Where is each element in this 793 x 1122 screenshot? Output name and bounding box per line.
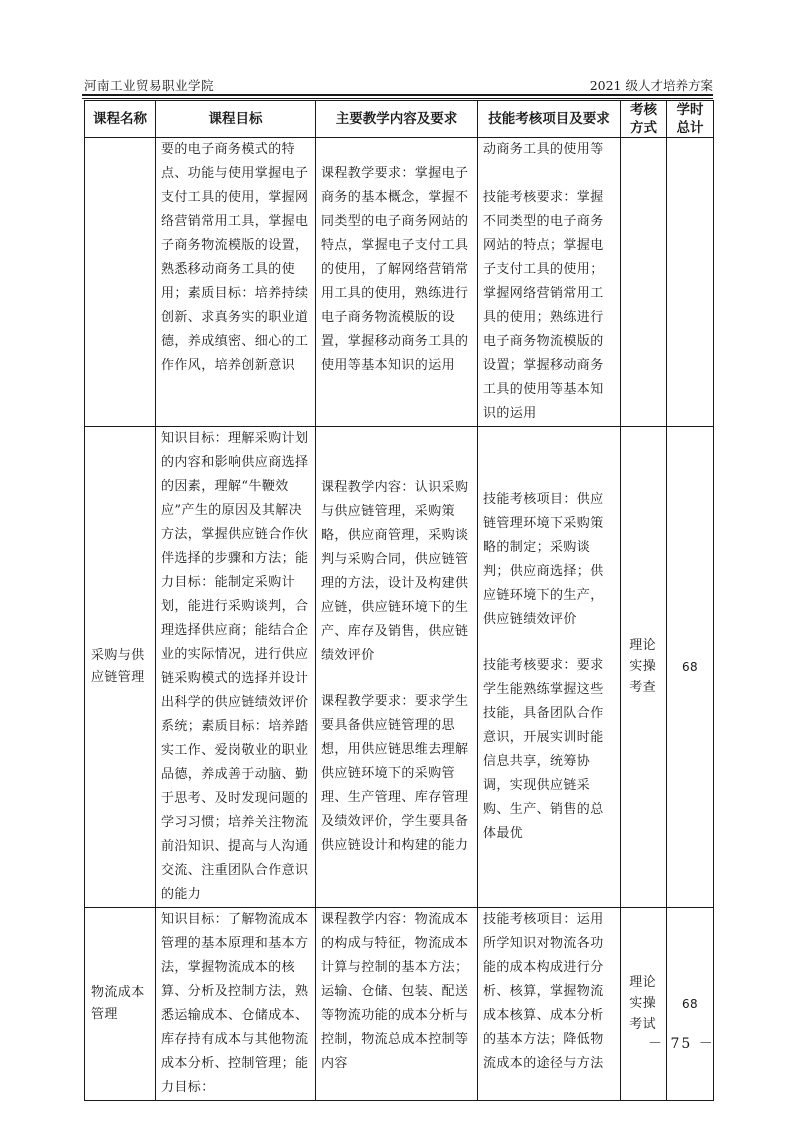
skill-items-text: 技能考核项目：供应链管理环境下采购策略的制定；采购谈判；供应商选择；供应链环境下的生产，供应链绩效评价 [483,492,604,627]
paragraph-gap [478,162,620,186]
objectives-text: 知识目标：理解采购计划的内容和影响供应商选择的因素，理解“牛鞭效应”产生的原因及其解决方法，掌握供应链合作伙伴选择的步骤和方法；能力目标：能制定采购计划，能进行采购谈判，合理选择供应商；能结合企业的实际情况，进行供应链采购模式的选择并设计出科学的供应链绩效评价系统；素质目标：培养踏实工作、爱岗敬业的职业品德，养成善于动脑、勤于思考、及时发现问题的学习习惯；培养关注物流前沿知识、提高与人沟通交流、注重团队合作意识的能力 [161,431,309,902]
skill-items-text: 技能考核项目：运用所学知识对物流各功能的成本构成进行分析、核算，掌握物流成本核算、成本分析的基本方法；降低物流成本的途径与方法 [483,912,604,1071]
skill-requirements-text: 技能考核要求：要求学生能熟练掌握这些技能，具备团队合作意识，开展实训时能信息共享，统筹协调，实现供应链采购、生产、销售的总体最优 [483,658,604,841]
method-cell [621,138,667,427]
content-cell [316,138,478,427]
course-table [84,100,714,1101]
paragraph-gap [316,668,477,690]
header-institution: 河南工业贸易职业学院 [84,78,215,93]
course-name-cell [85,427,156,908]
content-cell [316,908,478,1101]
objectives-text: 要的电子商务模式的特点、功能与使用掌握电子支付工具的使用，掌握网络营销常用工具，掌握电子商务物流模版的设置，熟悉移动商务工具的使用；素质目标：培养持续创新、求真务实的职业道德，养成缜密、细心的工作作风，培养创新意识 [161,142,309,373]
objectives-cell [156,908,316,1101]
content-text: 课程教学内容：认识采购与供应链管理，采购策略，供应商管理，采购谈判与采购合同，供应链管理的方法，设计及构建供应链，供应链环境下的生产、库存及销售，供应链绩效评价 [321,480,469,663]
method-cell [621,427,667,908]
course-name-cell [85,908,156,1101]
objectives-text: 知识目标：了解物流成本管理的基本原理和基本方法，掌握物流成本的核算、分析及控制方法，熟悉运输成本、仓储成本、库存持有成本与其他物流成本分析、控制管理；能力目标： [161,912,309,1095]
col-header-content: 主要教学内容及要求 [316,101,478,138]
course-name-text: 物流成本管理 [91,985,145,1022]
col-header-hours-text: 学时总计 [676,102,704,136]
course-name-text: 采购与供应链管理 [91,648,145,685]
method-text: 理论实操考试 [629,974,657,1032]
hours-cell: 68 [667,427,714,908]
skill-items-text: 动商务工具的使用等 [483,142,604,157]
header-doc-title: 2021 级人才培养方案 [589,78,713,93]
table-row [85,138,714,427]
content-cell [316,427,478,908]
header-rule-thin [82,98,713,99]
hours-cell: 68 [667,908,714,1101]
skills-cell [478,427,621,908]
table-header-row [85,101,714,138]
skill-requirements-text: 技能考核要求：掌握不同类型的电子商务网站的特点；掌握电子支付工具的使用；掌握网络营销常用工具的使用；熟练进行电子商务物流模版的设置；掌握移动商务工具的使用等基本知识的运用 [483,190,604,421]
col-header-course-name: 课程名称 [85,101,156,138]
col-header-skills: 技能考核项目及要求 [478,101,621,138]
table-row [85,908,714,1101]
course-name-cell [85,138,156,427]
page-number: － 75 － [648,1036,715,1052]
paragraph-gap [478,632,620,654]
method-text: 理论实操考查 [629,637,657,695]
hours-cell [667,138,714,427]
skills-cell [478,138,621,427]
col-header-method [621,101,667,138]
col-header-method-text: 考核方式 [630,102,657,136]
header-rule-thick [82,94,713,96]
objectives-cell [156,427,316,908]
requirements-text: 课程教学要求：要求学生要具备供应链管理的思想，用供应链思维去理解供应链环境下的采购管理、生产管理、库存管理及绩效评价，学生要具备供应链设计和构建的能力 [321,694,469,853]
method-cell [621,908,667,1101]
skills-cell [478,908,621,1101]
table-row [85,427,714,908]
col-header-objectives: 课程目标 [156,101,316,138]
content-text: 课程教学内容：物流成本的构成与特征，物流成本计算与控制的基本方法；运输、仓储、包装、配送等物流功能的成本分析与控制，物流总成本控制等内容 [321,912,469,1071]
col-header-hours [667,101,714,138]
requirements-text: 课程教学要求：掌握电子商务的基本概念，掌握不同类型的电子商务网站的特点，掌握电子支付工具的使用，了解网络营销常用工具的使用，熟练进行电子商务物流模版的设置，掌握移动商务工具的使用等基本知识的运用 [321,166,469,373]
objectives-cell [156,138,316,427]
